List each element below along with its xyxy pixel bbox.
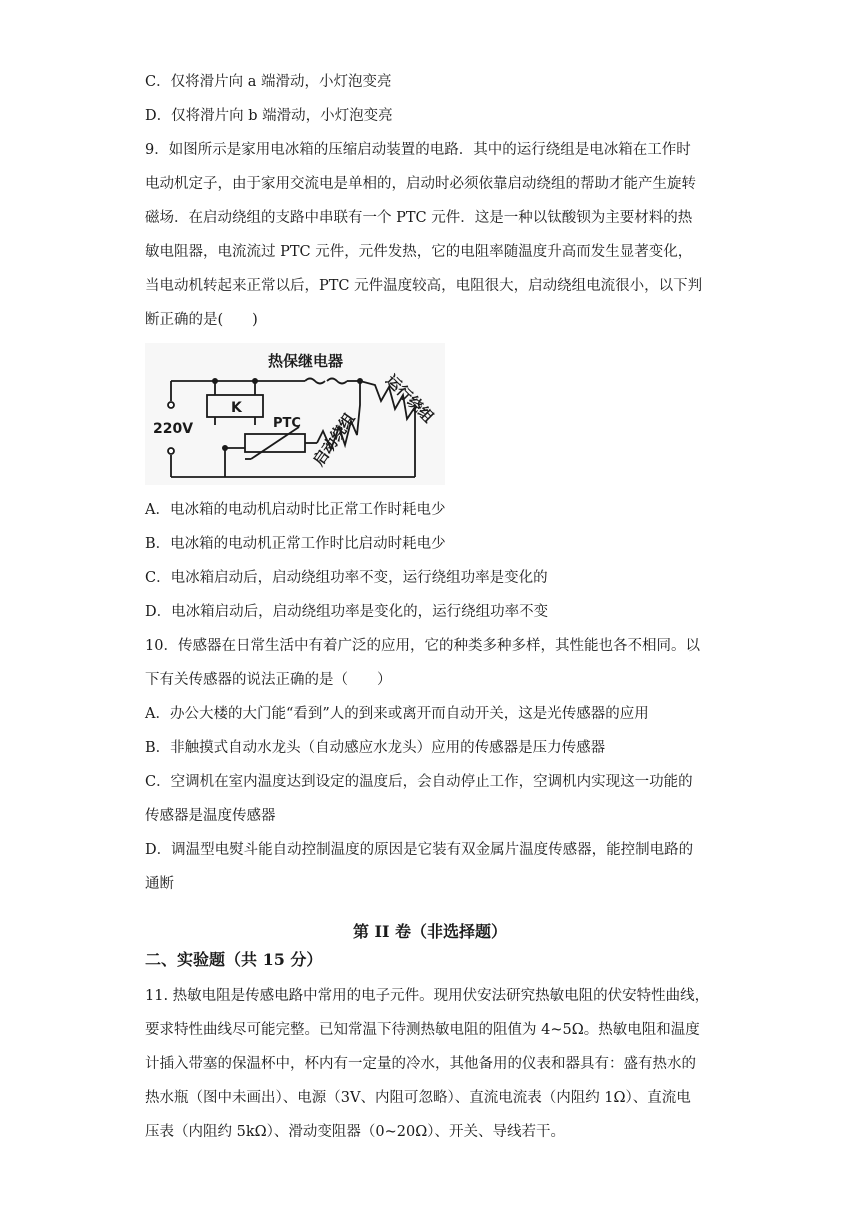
q10-option-c-cont: 传感器是温度传感器 xyxy=(145,808,276,824)
starting-winding-label: 启动绕组 xyxy=(309,409,359,470)
q9-stem-line: 磁场．在启动绕组的支路中串联有一个 PTC 元件．这是一种以钛酸钡为主要材料的热 xyxy=(145,210,693,226)
q10-stem-line: 下有关传感器的说法正确的是（ ） xyxy=(145,672,392,688)
q10-option-a: A．办公大楼的大门能“看到”人的到来或离开而自动开关，这是光传感器的应用 xyxy=(145,706,649,722)
q9-stem-line: 敏电阻器，电流流过 PTC 元件，元件发热，它的电阻率随温度升高而发生显著变化， xyxy=(145,244,693,260)
q9-stem-line: 断正确的是( ) xyxy=(145,312,258,328)
q10-option-d: D．调温型电熨斗能自动控制温度的原因是它装有双金属片温度传感器，能控制电路的 xyxy=(145,842,694,858)
q11-stem-line: 计插入带塞的保温杯中，杯内有一定量的冷水，其他备用的仪表和器具有：盛有热水的 xyxy=(145,1056,696,1072)
q11-stem-line: 11. 热敏电阻是传感电路中常用的电子元件。现用伏安法研究热敏电阻的伏安特性曲线， xyxy=(145,988,710,1004)
q9-stem-line: 当电动机转起来正常以后，PTC 元件温度较高，电阻很大，启动绕组电流很小，以下判 xyxy=(145,278,703,294)
relay-label: 热保继电器 xyxy=(268,352,344,370)
q10-stem-line: 10．传感器在日常生活中有着广泛的应用，它的种类多种多样，其性能也各不相同。以 xyxy=(145,638,700,654)
q9-option-d: D．电冰箱启动后，启动绕组功率是变化的，运行绕组功率不变 xyxy=(145,604,549,620)
circuit-diagram xyxy=(145,343,445,485)
q11-stem-line: 要求特性曲线尽可能完整。已知常温下待测热敏电阻的阻值为 4~5Ω。热敏电阻和温度 xyxy=(145,1022,700,1038)
part-title: 第 II 卷（非选择题） xyxy=(352,922,508,941)
q9-option-c: C．电冰箱启动后，启动绕组功率不变，运行绕组功率是变化的 xyxy=(145,570,548,586)
q10-option-c: C．空调机在室内温度达到设定的温度后，会自动停止工作，空调机内实现这一功能的 xyxy=(145,774,693,790)
q11-stem-line: 热水瓶（图中未画出）、电源（3V、内阻可忽略）、直流电流表（内阻约 1Ω）、直流电 xyxy=(145,1090,691,1106)
q9-stem-line: 电动机定子，由于家用交流电是单相的，启动时必须依靠启动绕组的帮助才能产生旋转 xyxy=(145,176,696,192)
q9-stem-line: 9．如图所示是家用电冰箱的压缩启动装置的电路．其中的运行绕组是电冰箱在工作时 xyxy=(145,142,691,158)
q8-option-d: D．仅将滑片向 b 端滑动，小灯泡变亮 xyxy=(145,108,393,124)
running-winding-label: 运行绕组 xyxy=(382,371,438,427)
q10-option-b: B．非触摸式自动水龙头（自动感应水龙头）应用的传感器是压力传感器 xyxy=(145,740,606,756)
q9-option-b: B．电冰箱的电动机正常工作时比启动时耗电少 xyxy=(145,536,446,552)
voltage-label: 220V xyxy=(153,421,194,437)
section-title: 二、实验题（共 15 分） xyxy=(145,950,323,969)
ptc-label: PTC xyxy=(273,416,301,431)
q10-option-d-cont: 通断 xyxy=(145,876,174,892)
q8-option-c: C．仅将滑片向 a 端滑动，小灯泡变亮 xyxy=(145,74,392,90)
q9-option-a: A．电冰箱的电动机启动时比正常工作时耗电少 xyxy=(145,502,446,518)
q11-stem-line: 压表（内阻约 5kΩ）、滑动变阻器（0~20Ω）、开关、导线若干。 xyxy=(145,1124,565,1140)
k-label: K xyxy=(231,400,242,416)
